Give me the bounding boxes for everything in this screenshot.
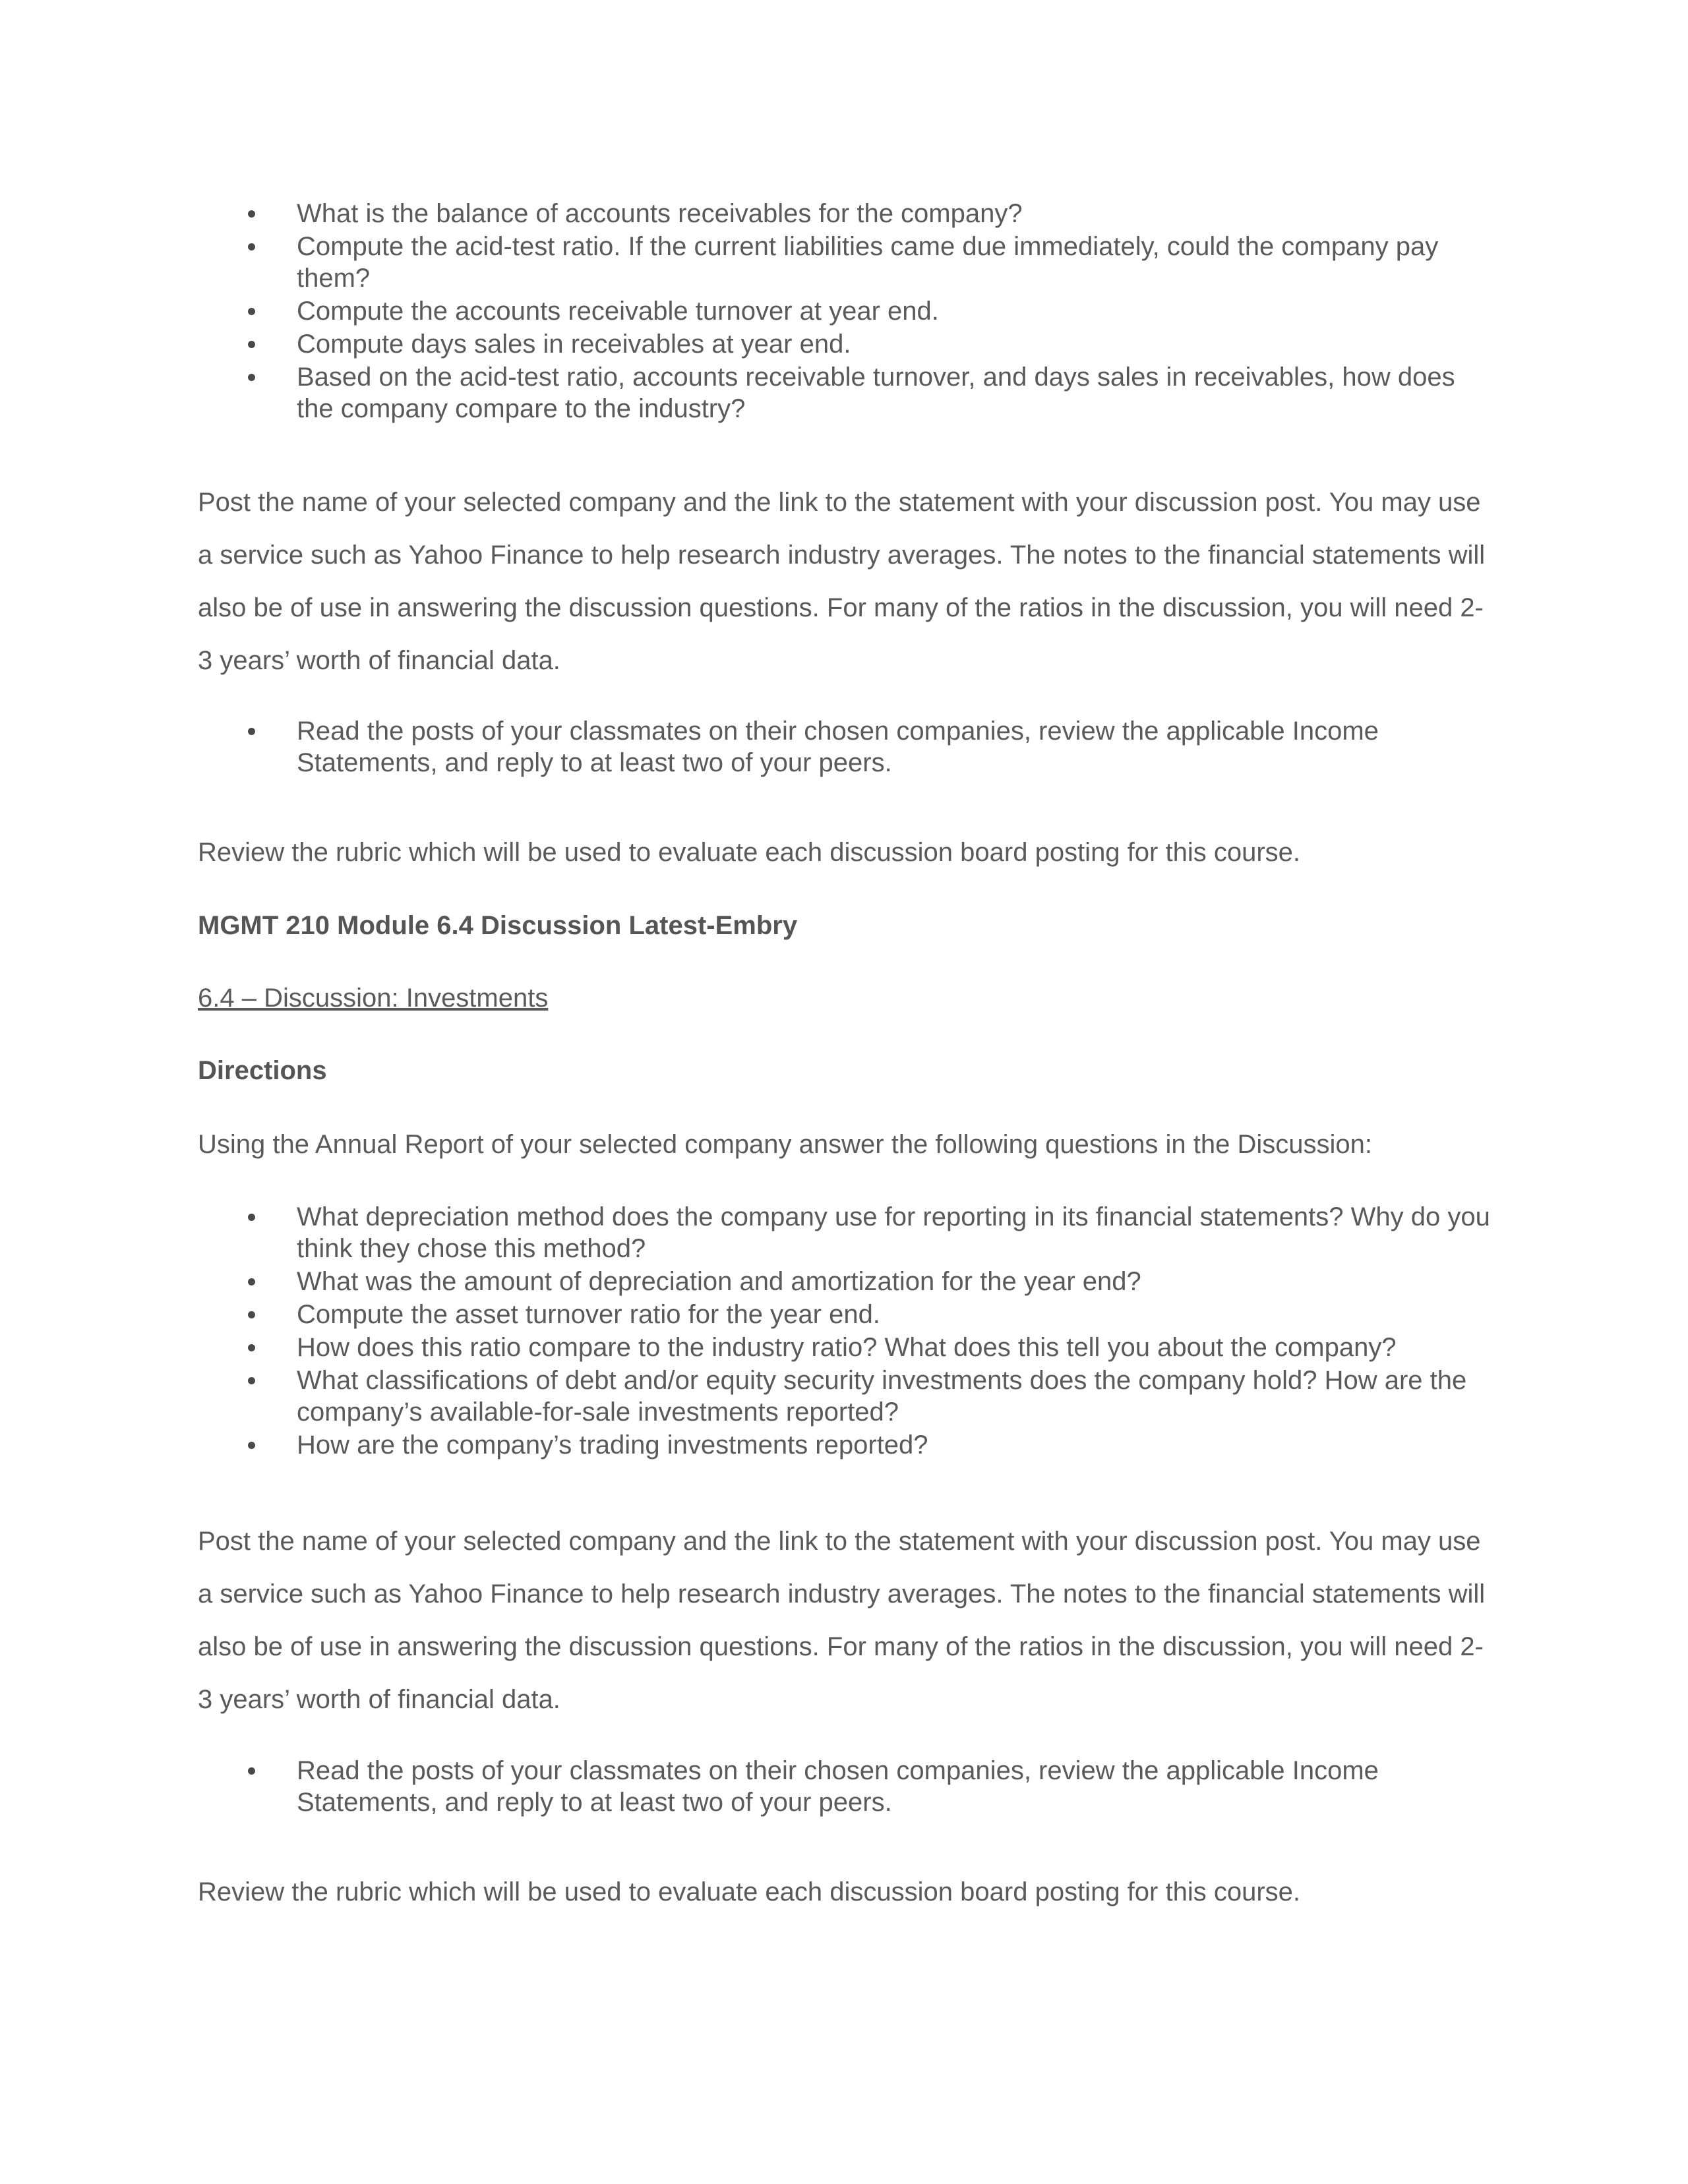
list-item: What classifications of debt and/or equity security investments does the company hold? How are the company’s available-for-sale investments reported? [198, 1365, 1490, 1428]
directions-heading: Directions [198, 1056, 327, 1085]
bullet-icon [248, 308, 255, 315]
post-instructions-paragraph: Post the name of your selected company and the link to the statement with your discussion post. You may use a service such as Yahoo Finance to help research industry averages. The notes to the financial statements will also be of use in answering the discussion questions. For many of the ratios in the discussion, you will need 2-3 years’ worth of financial data. [198, 488, 1486, 675]
list-item: How are the company’s trading investments reported? [198, 1429, 1490, 1461]
list-item: Compute the acid-test ratio. If the current liabilities came due immediately, could the company pay them? [198, 231, 1490, 294]
list-item: What depreciation method does the company use for reporting in its financial statements? Why do you think they chose this method? [198, 1201, 1490, 1264]
module-title: MGMT 210 Module 6.4 Discussion Latest-Embry [198, 911, 798, 940]
receivables-question-list [198, 198, 1490, 426]
list-item: Compute days sales in receivables at year end. [198, 328, 1490, 360]
bullet-icon [248, 1311, 255, 1318]
list-item: How does this ratio compare to the industry ratio? What does this tell you about the company? [198, 1332, 1490, 1363]
investment-question-list [198, 1201, 1490, 1462]
list-item: What is the balance of accounts receivables for the company? [198, 198, 1490, 229]
list-item: Read the posts of your classmates on their chosen companies, review the applicable Income Statements, and reply to at least two of your peers. [198, 715, 1490, 779]
bullet-icon [248, 1344, 255, 1351]
bullet-icon [248, 341, 255, 348]
list-item: What was the amount of depreciation and amortization for the year end? [198, 1266, 1490, 1297]
bullet-icon [248, 728, 255, 735]
bullet-icon [248, 374, 255, 381]
list-item: Read the posts of your classmates on their chosen companies, review the applicable Income Statements, and reply to at least two of your peers. [198, 1755, 1490, 1818]
bullet-icon [248, 1767, 255, 1775]
discussion-link[interactable]: 6.4 – Discussion: Investments [198, 984, 549, 1013]
bullet-icon [248, 1377, 255, 1384]
bullet-icon [248, 210, 255, 218]
post-instructions-paragraph: Post the name of your selected company and the link to the statement with your discussion post. You may use a service such as Yahoo Finance to help research industry averages. The notes to the financial statements will also be of use in answering the discussion questions. For many of the ratios in the discussion, you will need 2-3 years’ worth of financial data. [198, 1527, 1486, 1714]
list-item: Based on the acid-test ratio, accounts receivable turnover, and days sales in receivables, how does the company compare to the industry? [198, 361, 1490, 425]
list-item: Compute the accounts receivable turnover at year end. [198, 295, 1490, 327]
list-item: Compute the asset turnover ratio for the year end. [198, 1299, 1490, 1330]
bullet-icon [248, 1214, 255, 1221]
rubric-note: Review the rubric which will be used to evaluate each discussion board posting for this course. [198, 838, 1300, 867]
directions-intro: Using the Annual Report of your selected company answer the following questions in the Discussion: [198, 1130, 1372, 1159]
rubric-note: Review the rubric which will be used to evaluate each discussion board posting for this course. [198, 1877, 1300, 1906]
peer-reply-list [198, 1755, 1490, 1819]
peer-reply-list [198, 715, 1490, 780]
bullet-icon [248, 1278, 255, 1285]
bullet-icon [248, 1442, 255, 1449]
bullet-icon [248, 243, 255, 251]
